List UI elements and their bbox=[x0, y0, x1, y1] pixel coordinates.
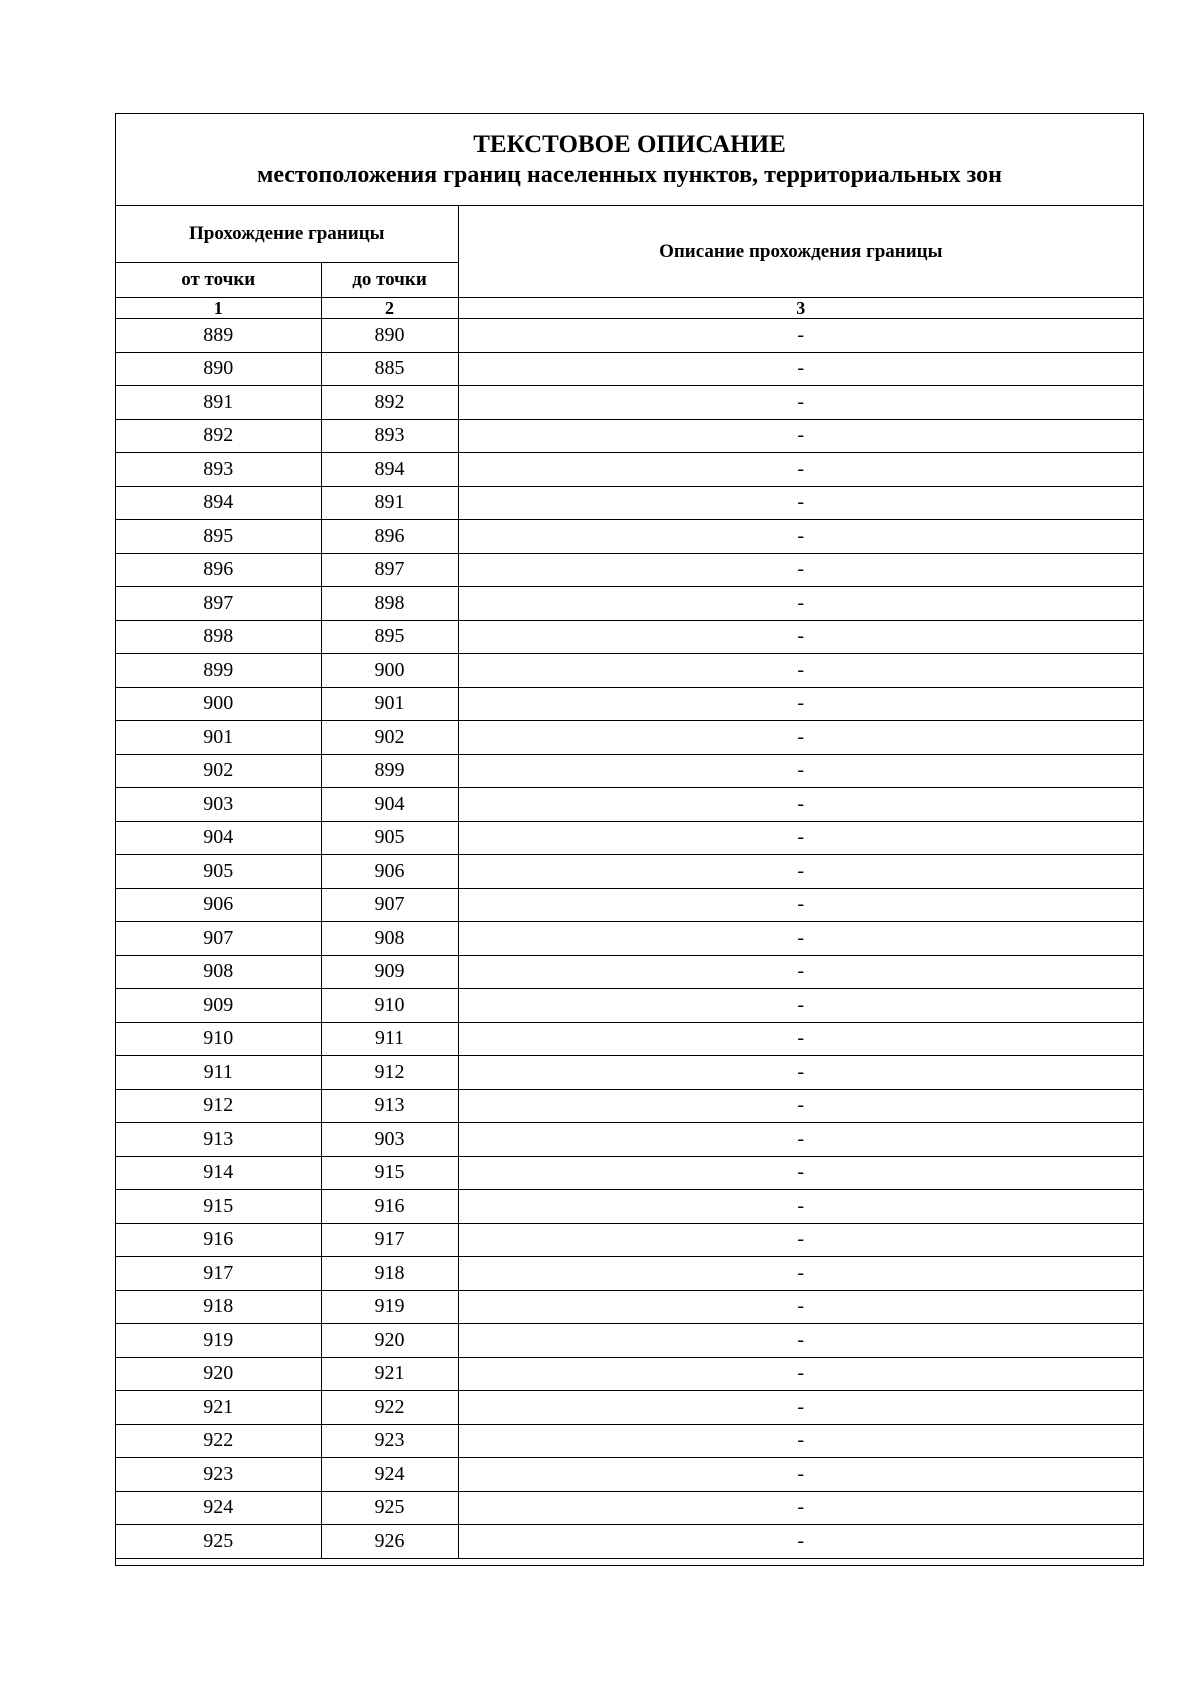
to-point-cell: 912 bbox=[321, 1056, 458, 1090]
description-cell: - bbox=[458, 989, 1143, 1023]
boundary-table bbox=[116, 206, 1143, 1558]
to-point-cell: 918 bbox=[321, 1257, 458, 1291]
description-cell: - bbox=[458, 721, 1143, 755]
to-point-cell: 925 bbox=[321, 1491, 458, 1525]
header-boundary-description: Описание прохождения границы bbox=[458, 206, 1143, 298]
description-cell: - bbox=[458, 620, 1143, 654]
to-point-cell: 904 bbox=[321, 788, 458, 822]
from-point-cell: 892 bbox=[116, 419, 321, 453]
description-cell: - bbox=[458, 687, 1143, 721]
table-row bbox=[116, 1257, 1143, 1291]
to-point-cell: 897 bbox=[321, 553, 458, 587]
to-point-cell: 909 bbox=[321, 955, 458, 989]
description-cell: - bbox=[458, 955, 1143, 989]
description-cell: - bbox=[458, 1424, 1143, 1458]
table-row bbox=[116, 620, 1143, 654]
description-cell: - bbox=[458, 453, 1143, 487]
to-point-cell: 920 bbox=[321, 1324, 458, 1358]
from-point-cell: 906 bbox=[116, 888, 321, 922]
table-row bbox=[116, 1357, 1143, 1391]
table-row bbox=[116, 486, 1143, 520]
description-cell: - bbox=[458, 1525, 1143, 1558]
table-row bbox=[116, 1190, 1143, 1224]
from-point-cell: 909 bbox=[116, 989, 321, 1023]
to-point-cell: 894 bbox=[321, 453, 458, 487]
table-row bbox=[116, 1056, 1143, 1090]
to-point-cell: 910 bbox=[321, 989, 458, 1023]
from-point-cell: 924 bbox=[116, 1491, 321, 1525]
description-cell: - bbox=[458, 352, 1143, 386]
to-point-cell: 905 bbox=[321, 821, 458, 855]
from-point-cell: 896 bbox=[116, 553, 321, 587]
description-cell: - bbox=[458, 1290, 1143, 1324]
table-row bbox=[116, 1525, 1143, 1558]
table-row bbox=[116, 1022, 1143, 1056]
table-row bbox=[116, 1290, 1143, 1324]
table-row bbox=[116, 989, 1143, 1023]
from-point-cell: 904 bbox=[116, 821, 321, 855]
from-point-cell: 889 bbox=[116, 319, 321, 353]
description-cell: - bbox=[458, 1257, 1143, 1291]
document-subtitle: местоположения границ населенных пунктов, территориальных зон bbox=[256, 162, 1003, 188]
description-cell: - bbox=[458, 788, 1143, 822]
description-cell: - bbox=[458, 754, 1143, 788]
description-cell: - bbox=[458, 1156, 1143, 1190]
to-point-cell: 919 bbox=[321, 1290, 458, 1324]
description-cell: - bbox=[458, 319, 1143, 353]
from-point-cell: 908 bbox=[116, 955, 321, 989]
table-row bbox=[116, 386, 1143, 420]
table-row bbox=[116, 1123, 1143, 1157]
from-point-cell: 914 bbox=[116, 1156, 321, 1190]
to-point-cell: 898 bbox=[321, 587, 458, 621]
table-row bbox=[116, 922, 1143, 956]
to-point-cell: 913 bbox=[321, 1089, 458, 1123]
from-point-cell: 925 bbox=[116, 1525, 321, 1558]
description-cell: - bbox=[458, 1357, 1143, 1391]
to-point-cell: 890 bbox=[321, 319, 458, 353]
from-point-cell: 891 bbox=[116, 386, 321, 420]
table-row bbox=[116, 687, 1143, 721]
table-row bbox=[116, 587, 1143, 621]
description-cell: - bbox=[458, 654, 1143, 688]
from-point-cell: 920 bbox=[116, 1357, 321, 1391]
to-point-cell: 903 bbox=[321, 1123, 458, 1157]
from-point-cell: 894 bbox=[116, 486, 321, 520]
to-point-cell: 926 bbox=[321, 1525, 458, 1558]
to-point-cell: 917 bbox=[321, 1223, 458, 1257]
table-row bbox=[116, 1491, 1143, 1525]
description-cell: - bbox=[458, 821, 1143, 855]
from-point-cell: 911 bbox=[116, 1056, 321, 1090]
to-point-cell: 900 bbox=[321, 654, 458, 688]
table-row bbox=[116, 1324, 1143, 1358]
from-point-cell: 895 bbox=[116, 520, 321, 554]
to-point-cell: 908 bbox=[321, 922, 458, 956]
description-cell: - bbox=[458, 520, 1143, 554]
table-bottom-strip bbox=[116, 1558, 1143, 1565]
to-point-cell: 906 bbox=[321, 855, 458, 889]
header-to-point: до точки bbox=[321, 263, 458, 298]
from-point-cell: 900 bbox=[116, 687, 321, 721]
from-point-cell: 898 bbox=[116, 620, 321, 654]
table-row bbox=[116, 888, 1143, 922]
table-row bbox=[116, 1089, 1143, 1123]
to-point-cell: 907 bbox=[321, 888, 458, 922]
table-row bbox=[116, 721, 1143, 755]
table-row bbox=[116, 1391, 1143, 1425]
column-number-1: 1 bbox=[116, 298, 321, 319]
description-cell: - bbox=[458, 386, 1143, 420]
from-point-cell: 921 bbox=[116, 1391, 321, 1425]
from-point-cell: 902 bbox=[116, 754, 321, 788]
table-row bbox=[116, 453, 1143, 487]
to-point-cell: 924 bbox=[321, 1458, 458, 1492]
table-row bbox=[116, 1223, 1143, 1257]
description-cell: - bbox=[458, 486, 1143, 520]
to-point-cell: 893 bbox=[321, 419, 458, 453]
table-row bbox=[116, 855, 1143, 889]
description-cell: - bbox=[458, 553, 1143, 587]
description-cell: - bbox=[458, 922, 1143, 956]
table-row bbox=[116, 754, 1143, 788]
from-point-cell: 893 bbox=[116, 453, 321, 487]
from-point-cell: 915 bbox=[116, 1190, 321, 1224]
to-point-cell: 899 bbox=[321, 754, 458, 788]
from-point-cell: 923 bbox=[116, 1458, 321, 1492]
to-point-cell: 922 bbox=[321, 1391, 458, 1425]
table-row bbox=[116, 419, 1143, 453]
to-point-cell: 911 bbox=[321, 1022, 458, 1056]
from-point-cell: 910 bbox=[116, 1022, 321, 1056]
table-row bbox=[116, 1424, 1143, 1458]
table-row bbox=[116, 1458, 1143, 1492]
column-number-2: 2 bbox=[321, 298, 458, 319]
table-body bbox=[116, 319, 1143, 1558]
to-point-cell: 896 bbox=[321, 520, 458, 554]
table-row bbox=[116, 553, 1143, 587]
to-point-cell: 923 bbox=[321, 1424, 458, 1458]
to-point-cell: 902 bbox=[321, 721, 458, 755]
table-row bbox=[116, 520, 1143, 554]
description-cell: - bbox=[458, 1123, 1143, 1157]
from-point-cell: 901 bbox=[116, 721, 321, 755]
header-from-point: от точки bbox=[116, 263, 321, 298]
from-point-cell: 899 bbox=[116, 654, 321, 688]
to-point-cell: 916 bbox=[321, 1190, 458, 1224]
description-cell: - bbox=[458, 587, 1143, 621]
column-number-3: 3 bbox=[458, 298, 1143, 319]
description-cell: - bbox=[458, 1491, 1143, 1525]
from-point-cell: 913 bbox=[116, 1123, 321, 1157]
from-point-cell: 897 bbox=[116, 587, 321, 621]
table-row bbox=[116, 821, 1143, 855]
description-cell: - bbox=[458, 1391, 1143, 1425]
to-point-cell: 891 bbox=[321, 486, 458, 520]
document-title: ТЕКСТОВОЕ ОПИСАНИЕ bbox=[473, 131, 786, 158]
from-point-cell: 919 bbox=[116, 1324, 321, 1358]
to-point-cell: 895 bbox=[321, 620, 458, 654]
description-cell: - bbox=[458, 1324, 1143, 1358]
table-row bbox=[116, 955, 1143, 989]
description-cell: - bbox=[458, 1056, 1143, 1090]
from-point-cell: 905 bbox=[116, 855, 321, 889]
to-point-cell: 892 bbox=[321, 386, 458, 420]
table-row bbox=[116, 654, 1143, 688]
title-block bbox=[116, 114, 1143, 206]
description-cell: - bbox=[458, 1089, 1143, 1123]
to-point-cell: 901 bbox=[321, 687, 458, 721]
description-cell: - bbox=[458, 888, 1143, 922]
description-cell: - bbox=[458, 855, 1143, 889]
from-point-cell: 912 bbox=[116, 1089, 321, 1123]
from-point-cell: 903 bbox=[116, 788, 321, 822]
table-row bbox=[116, 788, 1143, 822]
from-point-cell: 890 bbox=[116, 352, 321, 386]
to-point-cell: 921 bbox=[321, 1357, 458, 1391]
to-point-cell: 915 bbox=[321, 1156, 458, 1190]
from-point-cell: 916 bbox=[116, 1223, 321, 1257]
table-row bbox=[116, 352, 1143, 386]
description-cell: - bbox=[458, 1190, 1143, 1224]
header-boundary-passage: Прохождение границы bbox=[116, 206, 458, 263]
description-cell: - bbox=[458, 1022, 1143, 1056]
description-cell: - bbox=[458, 1458, 1143, 1492]
to-point-cell: 885 bbox=[321, 352, 458, 386]
from-point-cell: 922 bbox=[116, 1424, 321, 1458]
from-point-cell: 917 bbox=[116, 1257, 321, 1291]
from-point-cell: 907 bbox=[116, 922, 321, 956]
boundary-description-sheet bbox=[115, 113, 1144, 1566]
description-cell: - bbox=[458, 1223, 1143, 1257]
table-row bbox=[116, 319, 1143, 353]
from-point-cell: 918 bbox=[116, 1290, 321, 1324]
table-row bbox=[116, 1156, 1143, 1190]
description-cell: - bbox=[458, 419, 1143, 453]
